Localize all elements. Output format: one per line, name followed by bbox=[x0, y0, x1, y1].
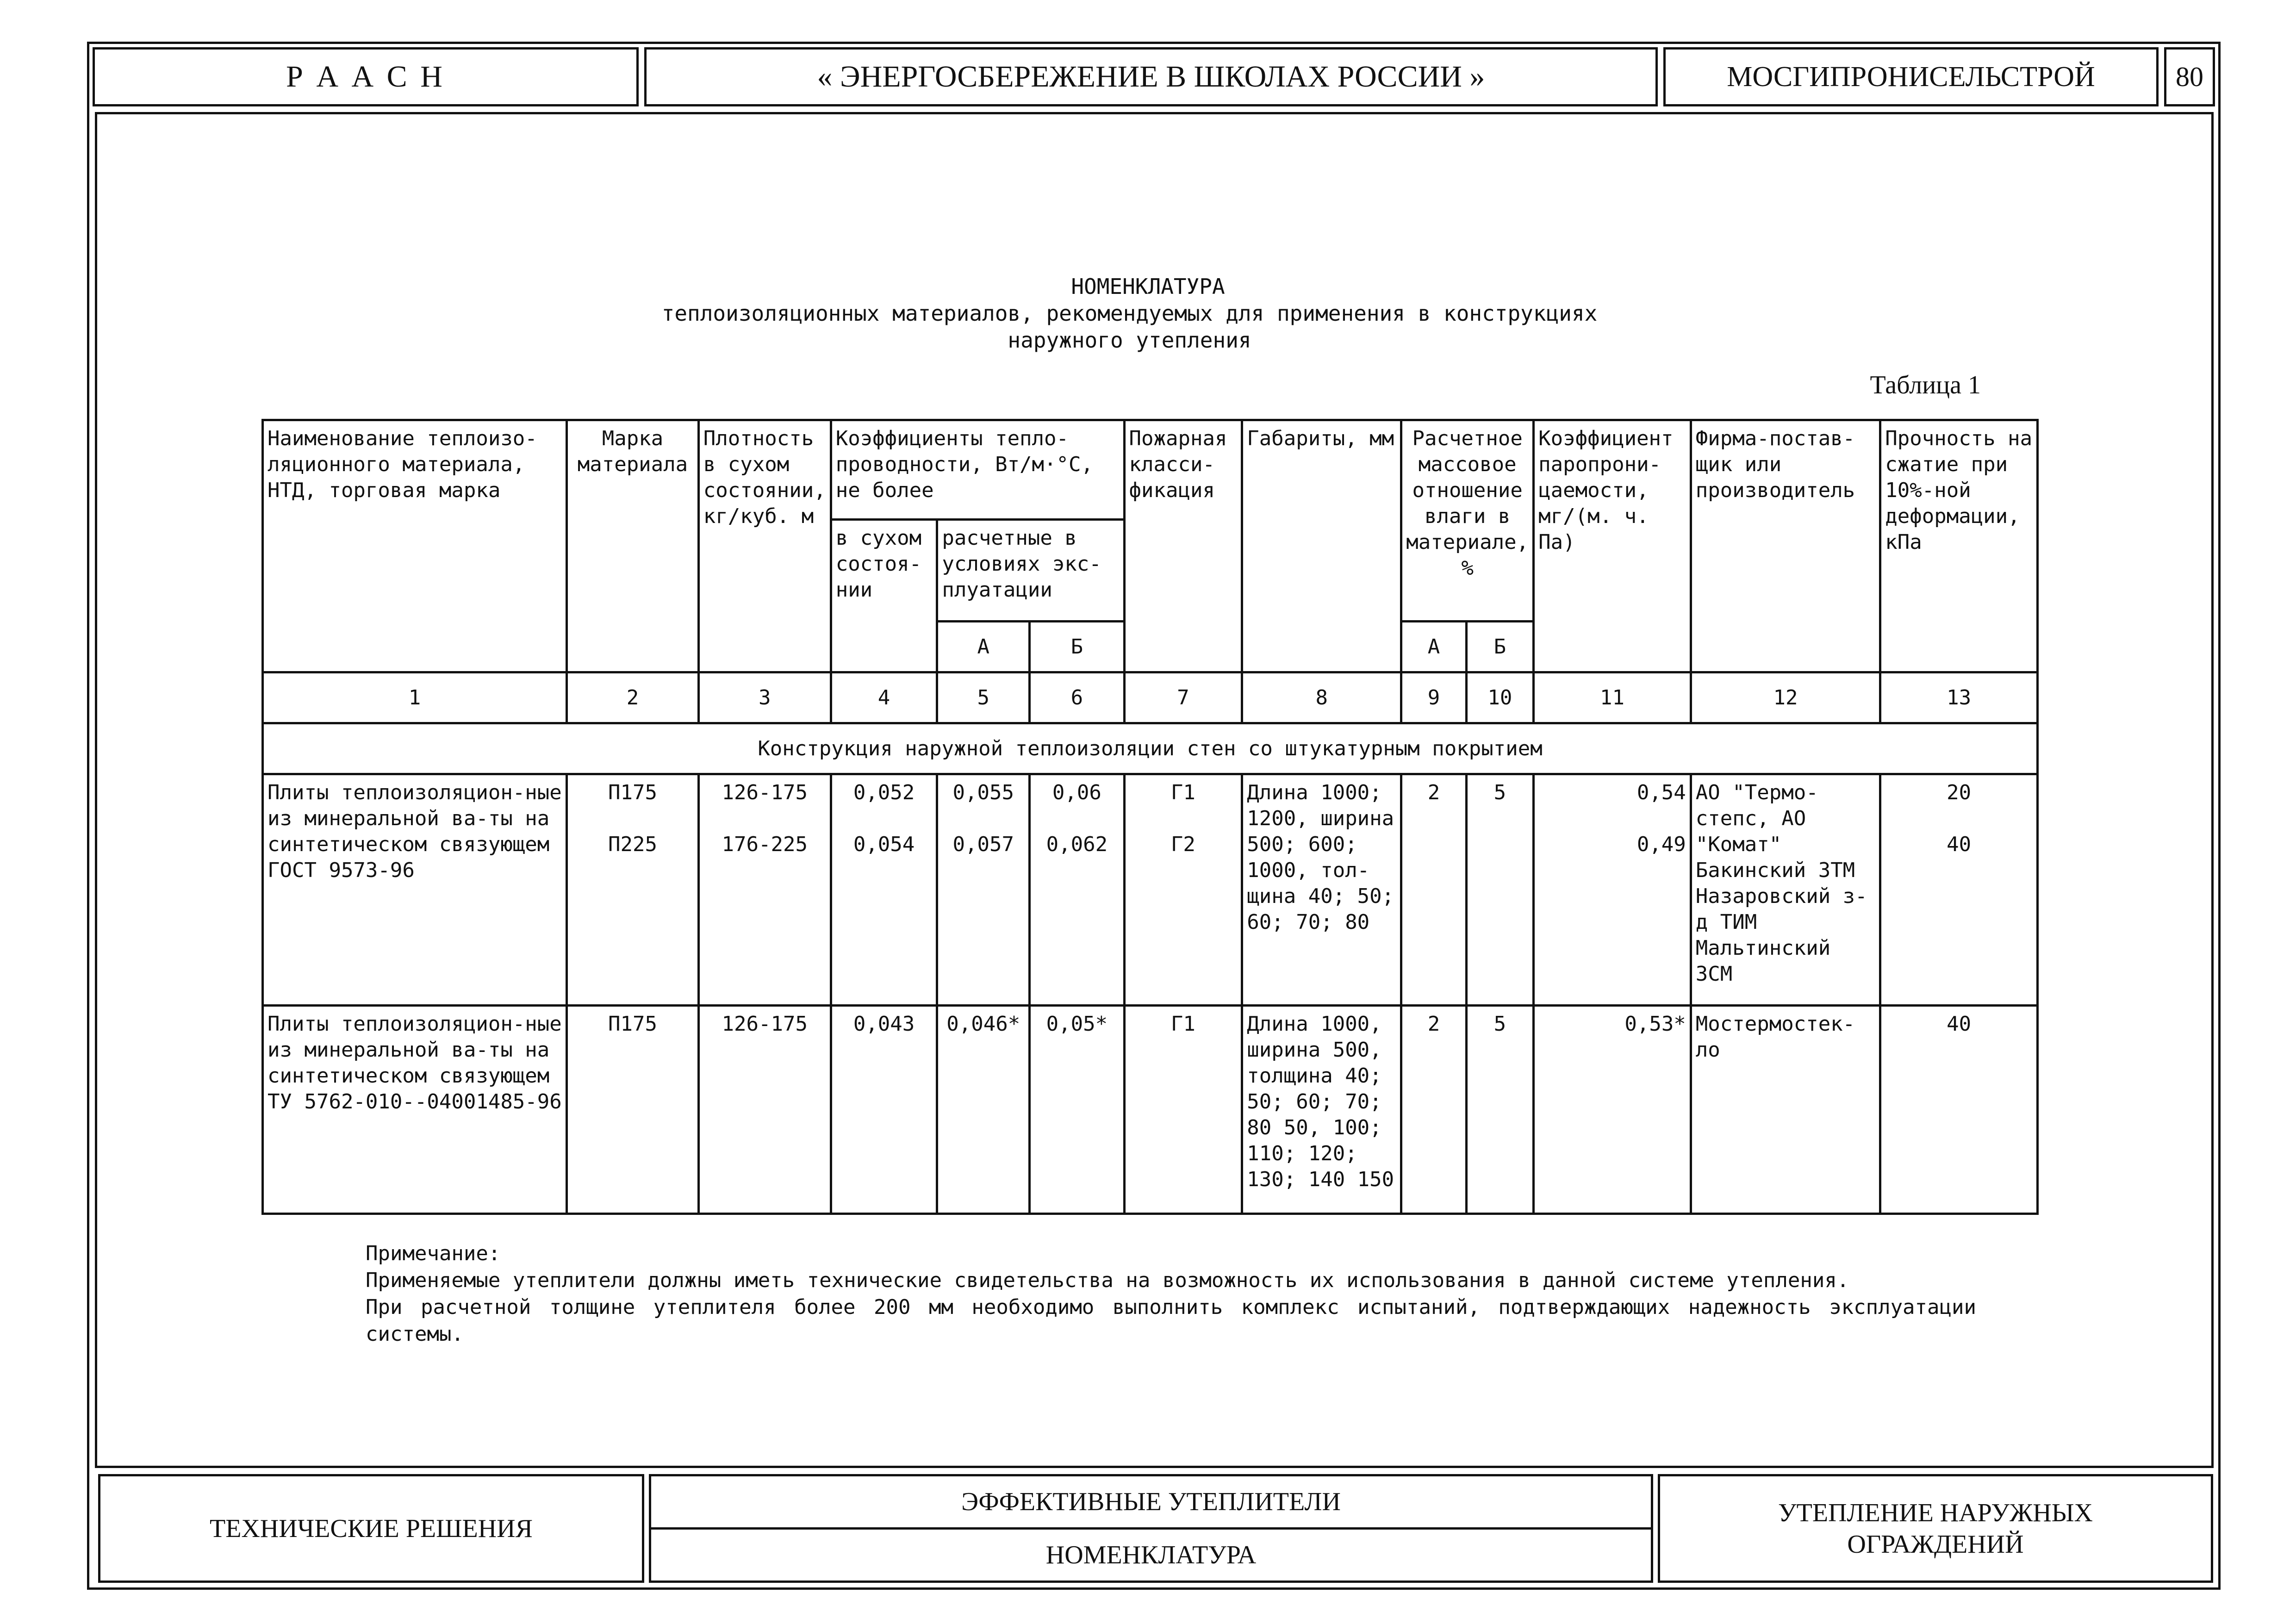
note-label: Примечание: bbox=[366, 1242, 501, 1265]
nomenclature-table bbox=[261, 419, 2039, 1215]
moisture-a: 2 bbox=[1401, 1006, 1466, 1214]
header-page-number bbox=[2164, 47, 2215, 106]
header-org-text: Р А А С Н bbox=[286, 60, 445, 93]
footer-center-top bbox=[649, 1474, 1653, 1530]
dimensions: Длина 1000; 1200, ширина 500; 600; 1000, тол-щина 40; 50; 60; 70; 80 bbox=[1242, 774, 1401, 1006]
conductivity-b: 0,06 0,062 bbox=[1030, 774, 1124, 1006]
col-header-moisture: Расчетное массовое отношение влаги в материале, % bbox=[1401, 420, 1534, 622]
fire-class: Г1 bbox=[1124, 1006, 1242, 1214]
conductivity-dry: 0,052 0,054 bbox=[831, 774, 937, 1006]
note-line-1: Применяемые утеплители должны иметь технические свидетельства на возможность их использования в данной системе утепления. bbox=[366, 1269, 1849, 1292]
column-number: 13 bbox=[1880, 672, 2038, 723]
doc-title: НОМЕНКЛАТУРА bbox=[1071, 274, 1225, 299]
header-org bbox=[93, 47, 639, 106]
moisture-b: 5 bbox=[1466, 774, 1533, 1006]
col-header-moist-a: А bbox=[1401, 622, 1466, 672]
material-density: 126-175 176-225 bbox=[698, 774, 831, 1006]
material-mark: П175 П225 bbox=[567, 774, 699, 1006]
conductivity-a: 0,055 0,057 bbox=[937, 774, 1030, 1006]
material-density: 126-175 bbox=[698, 1006, 831, 1214]
strength: 20 40 bbox=[1880, 774, 2038, 1006]
column-number: 12 bbox=[1691, 672, 1880, 723]
doc-subtitle-2: наружного утепления bbox=[1008, 328, 1251, 353]
column-number: 10 bbox=[1466, 672, 1533, 723]
doc-subtitle-1: теплоизоляционных материалов, рекомендуемых для применения в конструкциях bbox=[661, 301, 1598, 326]
firm: АО "Термо-степс, АО "Комат" Бакинский ЗТМ Назаровский з-д ТИМ Мальтинский ЗСМ bbox=[1691, 774, 1880, 1006]
col-header-density: Плотность в сухом состоянии, кг/куб. м bbox=[698, 420, 831, 672]
footer-left bbox=[98, 1474, 644, 1583]
conductivity-dry: 0,043 bbox=[831, 1006, 937, 1214]
table-row bbox=[263, 1006, 2038, 1214]
column-number: 4 bbox=[831, 672, 937, 723]
header-row-1 bbox=[263, 420, 2038, 520]
column-number: 6 bbox=[1030, 672, 1124, 723]
header-institute bbox=[1663, 47, 2159, 106]
note-block bbox=[366, 1240, 1976, 1348]
firm: Мостермостек-ло bbox=[1691, 1006, 1880, 1214]
footer-right-text: УТЕПЛЕНИЕ НАРУЖНЫХ ОГРАЖДЕНИЙ bbox=[1778, 1498, 2093, 1559]
col-header-mark: Марка материала bbox=[567, 420, 699, 672]
col-header-cond-b: Б bbox=[1030, 622, 1124, 672]
header-program-text: « ЭНЕРГОСБЕРЕЖЕНИЕ В ШКОЛАХ РОССИИ » bbox=[817, 60, 1485, 93]
section-row bbox=[263, 723, 2038, 774]
material-mark: П175 bbox=[567, 1006, 699, 1214]
conductivity-b: 0,05* bbox=[1030, 1006, 1124, 1214]
table-label: Таблица 1 bbox=[1870, 371, 1981, 399]
page-number-text: 80 bbox=[2176, 61, 2203, 92]
col-header-operational: расчетные в условиях экс-плуатации bbox=[937, 520, 1124, 622]
material-name: Плиты теплоизоляцион-ные из минеральной ва-ты на синтетическом связующем ГОСТ 9573-96 bbox=[263, 774, 567, 1006]
strength: 40 bbox=[1880, 1006, 2038, 1214]
moisture-b: 5 bbox=[1466, 1006, 1533, 1214]
col-header-dry: в сухом состоя-нии bbox=[831, 520, 937, 672]
col-header-cond-a: А bbox=[937, 622, 1030, 672]
col-header-vapor: Коэффициент паропрони-цаемости, мг/(м. ч. Па) bbox=[1534, 420, 1691, 672]
footer-center-bottom bbox=[649, 1527, 1653, 1583]
column-number: 7 bbox=[1124, 672, 1242, 723]
vapor-permeability: 0,54 0,49 bbox=[1534, 774, 1691, 1006]
column-number: 11 bbox=[1534, 672, 1691, 723]
conductivity-a: 0,046* bbox=[937, 1006, 1030, 1214]
column-number: 9 bbox=[1401, 672, 1466, 723]
header-institute-text: МОСГИПРОНИСЕЛЬСТРОЙ bbox=[1727, 61, 2095, 93]
col-header-strength: Прочность на сжатие при 10%-ной деформации, кПа bbox=[1880, 420, 2038, 672]
material-name: Плиты теплоизоляцион-ные из минеральной ва-ты на синтетическом связующем ТУ 5762-010--04001485-96 bbox=[263, 1006, 567, 1214]
table-row bbox=[263, 774, 2038, 1006]
vapor-permeability: 0,53* bbox=[1534, 1006, 1691, 1214]
column-number: 1 bbox=[263, 672, 567, 723]
section-title: Конструкция наружной теплоизоляции стен со штукатурным покрытием bbox=[263, 723, 2038, 774]
footer-center-bottom-text: НОМЕНКЛАТУРА bbox=[1045, 1541, 1257, 1569]
footer-right bbox=[1658, 1474, 2213, 1583]
dimensions: Длина 1000, ширина 500, толщина 40; 50; 60; 70; 80 50, 100; 110; 120; 130; 140 150 bbox=[1242, 1006, 1401, 1214]
col-header-name: Наименование теплоизо-ляционного материала, НТД, торговая марка bbox=[263, 420, 567, 672]
col-header-dimensions: Габариты, мм bbox=[1242, 420, 1401, 672]
footer-left-text: ТЕХНИЧЕСКИЕ РЕШЕНИЯ bbox=[210, 1514, 533, 1543]
fire-class: Г1 Г2 bbox=[1124, 774, 1242, 1006]
col-header-fire: Пожарная класси-фикация bbox=[1124, 420, 1242, 672]
note-line-2: При расчетной толщине утеплителя более 200 мм необходимо выполнить комплекс испытаний, подтверждающих надежность эксплуатации системы. bbox=[366, 1295, 1976, 1346]
footer-center-top-text: ЭФФЕКТИВНЫЕ УТЕПЛИТЕЛИ bbox=[961, 1487, 1341, 1516]
column-numbers-row bbox=[263, 672, 2038, 723]
column-number: 5 bbox=[937, 672, 1030, 723]
moisture-a: 2 bbox=[1401, 774, 1466, 1006]
col-header-firm: Фирма-постав-щик или производитель bbox=[1691, 420, 1880, 672]
col-header-moist-b: Б bbox=[1466, 622, 1533, 672]
column-number: 2 bbox=[567, 672, 699, 723]
header-program bbox=[644, 47, 1658, 106]
col-header-conductivity: Коэффициенты тепло-проводности, Вт/м·°С, не более bbox=[831, 420, 1124, 520]
column-number: 3 bbox=[698, 672, 831, 723]
column-number: 8 bbox=[1242, 672, 1401, 723]
